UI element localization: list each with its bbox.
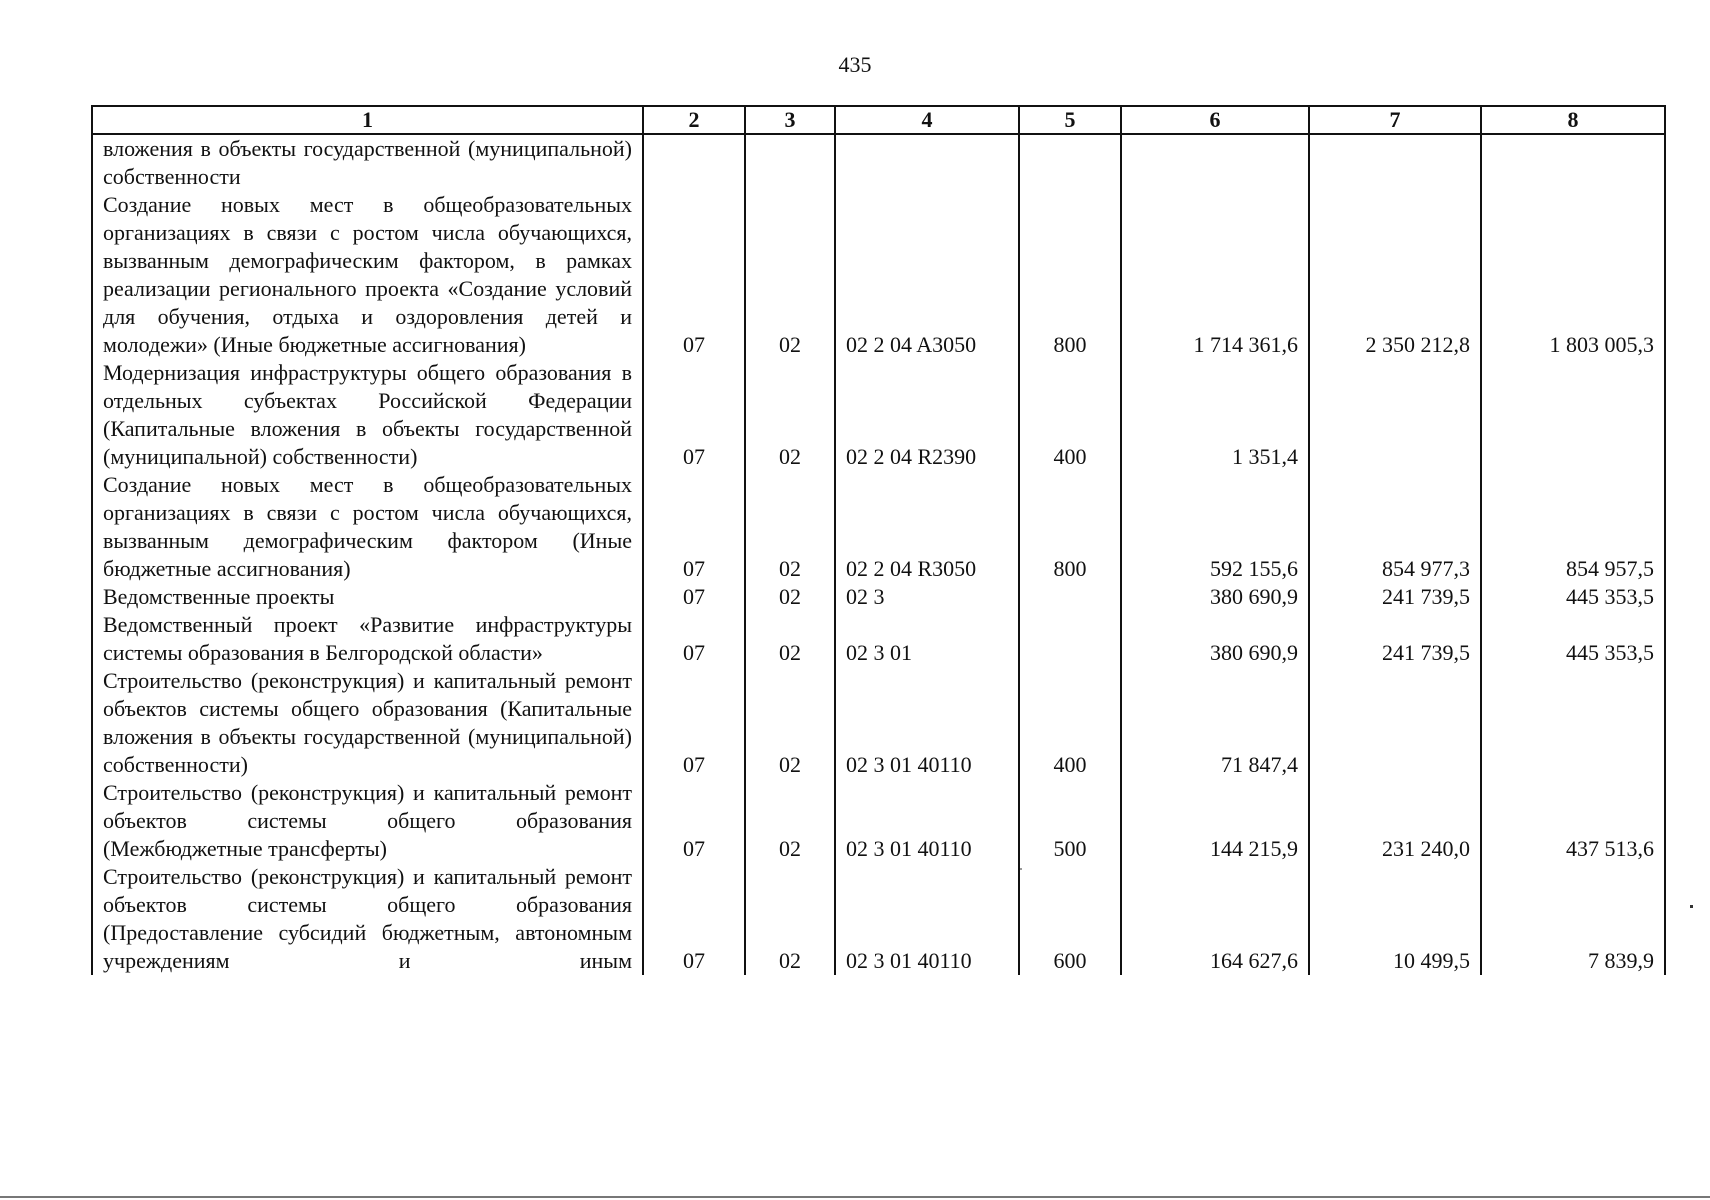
- row-value-8: 445 353,5: [1481, 583, 1665, 611]
- row-expense-type: 400: [1019, 359, 1121, 471]
- table-row: [92, 667, 1665, 779]
- row-value-6: 380 690,9: [1121, 583, 1309, 611]
- row-section: 07: [643, 583, 745, 611]
- row-value-7: 241 739,5: [1309, 583, 1481, 611]
- row-subsection: 02: [745, 359, 835, 471]
- row-description: Создание новых мест в общеобразовательных организациях в связи с ростом числа обучающихся, вызванным демографическим фактором (Иные бюджетные ассигнования): [92, 471, 643, 583]
- row-subsection: 02: [745, 611, 835, 667]
- table-row: [92, 583, 1665, 611]
- row-expense-type: 800: [1019, 471, 1121, 583]
- row-description: Модернизация инфраструктуры общего образования в отдельных субъектах Российской Федерации (Капитальные вложения в объекты государственной (муниципальной) собственности): [92, 359, 643, 471]
- row-expense-type: [1019, 134, 1121, 191]
- page-number: 435: [838, 52, 872, 77]
- header-row: [92, 106, 1665, 134]
- row-value-8: 854 957,5: [1481, 471, 1665, 583]
- table-row: [92, 191, 1665, 359]
- row-section: [643, 134, 745, 191]
- row-subsection: 02: [745, 471, 835, 583]
- row-section: 07: [643, 863, 745, 975]
- column-header-2: 2: [643, 106, 745, 134]
- row-expense-type: 600: [1019, 863, 1121, 975]
- row-section: 07: [643, 611, 745, 667]
- row-section: 07: [643, 667, 745, 779]
- row-subsection: 02: [745, 583, 835, 611]
- row-section: 07: [643, 191, 745, 359]
- column-header-5: 5: [1019, 106, 1121, 134]
- row-subsection: 02: [745, 779, 835, 863]
- row-section: 07: [643, 359, 745, 471]
- column-header-6: 6: [1121, 106, 1309, 134]
- row-value-7: 2 350 212,8: [1309, 191, 1481, 359]
- row-description: вложения в объекты государственной (муниципальной) собственности: [92, 134, 643, 191]
- row-section: 07: [643, 471, 745, 583]
- row-value-7: 854 977,3: [1309, 471, 1481, 583]
- row-description: Строительство (реконструкция) и капитальный ремонт объектов системы общего образования (Межбюджетные трансферты): [92, 779, 643, 863]
- table-row: [92, 611, 1665, 667]
- row-value-8: 445 353,5: [1481, 611, 1665, 667]
- row-target-article: 02 2 04 R3050: [835, 471, 1019, 583]
- column-header-4: 4: [835, 106, 1019, 134]
- row-value-7: [1309, 667, 1481, 779]
- row-target-article: 02 2 04 R2390: [835, 359, 1019, 471]
- scan-edge-line: [0, 1196, 1710, 1198]
- row-subsection: 02: [745, 863, 835, 975]
- table-row: [92, 779, 1665, 863]
- row-value-6: 71 847,4: [1121, 667, 1309, 779]
- column-header-8: 8: [1481, 106, 1665, 134]
- budget-table: [91, 105, 1666, 975]
- row-expense-type: [1019, 611, 1121, 667]
- row-target-article: 02 3 01 40110: [835, 863, 1019, 975]
- row-target-article: 02 3 01: [835, 611, 1019, 667]
- row-description: Ведомственный проект «Развитие инфраструктуры системы образования в Белгородской области»: [92, 611, 643, 667]
- row-description: Строительство (реконструкция) и капитальный ремонт объектов системы общего образования (Предоставление субсидий бюджетным, автономным учреждениям и иным: [92, 863, 643, 975]
- row-value-8: 1 803 005,3: [1481, 191, 1665, 359]
- row-target-article: 02 3: [835, 583, 1019, 611]
- row-expense-type: 500: [1019, 779, 1121, 863]
- scan-speck: [1690, 905, 1693, 908]
- column-header-1: 1: [92, 106, 643, 134]
- row-value-6: [1121, 134, 1309, 191]
- row-value-7: [1309, 134, 1481, 191]
- row-value-6: 164 627,6: [1121, 863, 1309, 975]
- row-value-6: 592 155,6: [1121, 471, 1309, 583]
- row-value-7: 241 739,5: [1309, 611, 1481, 667]
- row-description: Ведомственные проекты: [92, 583, 643, 611]
- row-expense-type: 400: [1019, 667, 1121, 779]
- table-row: [92, 134, 1665, 191]
- table-row: [92, 863, 1665, 975]
- row-value-6: 380 690,9: [1121, 611, 1309, 667]
- row-value-8: [1481, 667, 1665, 779]
- row-value-6: 1 351,4: [1121, 359, 1309, 471]
- column-header-7: 7: [1309, 106, 1481, 134]
- scan-speck: [1020, 868, 1022, 870]
- row-expense-type: 800: [1019, 191, 1121, 359]
- row-target-article: 02 3 01 40110: [835, 779, 1019, 863]
- row-value-6: 144 215,9: [1121, 779, 1309, 863]
- row-value-8: [1481, 359, 1665, 471]
- row-value-6: 1 714 361,6: [1121, 191, 1309, 359]
- column-header-3: 3: [745, 106, 835, 134]
- row-value-7: 10 499,5: [1309, 863, 1481, 975]
- row-expense-type: [1019, 583, 1121, 611]
- row-target-article: 02 2 04 A3050: [835, 191, 1019, 359]
- row-value-8: 437 513,6: [1481, 779, 1665, 863]
- row-value-8: 7 839,9: [1481, 863, 1665, 975]
- row-value-8: [1481, 134, 1665, 191]
- row-target-article: [835, 134, 1019, 191]
- row-subsection: 02: [745, 667, 835, 779]
- row-value-7: 231 240,0: [1309, 779, 1481, 863]
- row-description: Создание новых мест в общеобразовательных организациях в связи с ростом числа обучающихся, вызванным демографическим фактором, в рамках реализации регионального проекта «Создание условий для обучения, отдыха и оздоровления детей и молодежи» (Иные бюджетные ассигнования): [92, 191, 643, 359]
- table-row: [92, 471, 1665, 583]
- row-description: Строительство (реконструкция) и капитальный ремонт объектов системы общего образования (Капитальные вложения в объекты государственной (муниципальной) собственности): [92, 667, 643, 779]
- row-section: 07: [643, 779, 745, 863]
- table-row: [92, 359, 1665, 471]
- row-subsection: [745, 134, 835, 191]
- row-value-7: [1309, 359, 1481, 471]
- row-target-article: 02 3 01 40110: [835, 667, 1019, 779]
- row-subsection: 02: [745, 191, 835, 359]
